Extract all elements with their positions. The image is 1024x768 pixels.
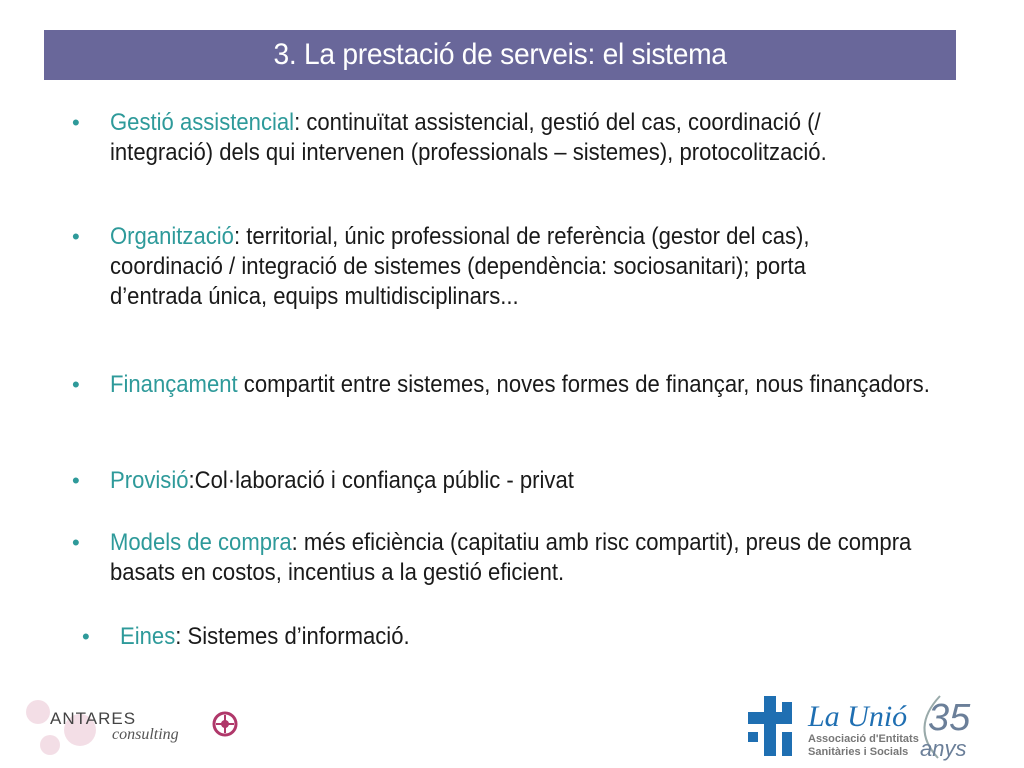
bullet-dot: • bbox=[82, 624, 90, 649]
bullet-dot: • bbox=[72, 468, 80, 493]
unio-name: La Unió bbox=[808, 700, 908, 733]
medical-cross-icon bbox=[748, 696, 792, 756]
bullet-dot: • bbox=[72, 224, 80, 249]
bullet-text bbox=[120, 622, 948, 652]
antares-sub: consulting bbox=[112, 726, 179, 743]
la-unio-logo bbox=[740, 688, 1020, 768]
bullet-keyword: Finançament bbox=[110, 371, 238, 398]
bullet-keyword: Organització bbox=[110, 223, 234, 250]
bullet-dot: • bbox=[72, 110, 80, 135]
bullet-keyword: Gestió assistencial bbox=[110, 109, 295, 136]
antares-emblem-icon bbox=[214, 713, 236, 735]
bullet-text bbox=[110, 222, 837, 312]
unio-line2: Sanitàries i Socials bbox=[808, 746, 909, 758]
bullet-text bbox=[110, 466, 938, 496]
bullet-body: : Sistemes d’informació. bbox=[175, 623, 410, 650]
title-bar bbox=[44, 30, 956, 80]
bullet-text bbox=[110, 528, 938, 588]
slide-title: 3. La prestació de serveis: el sistema bbox=[273, 38, 727, 71]
anniversary-label: anys bbox=[920, 736, 967, 761]
bullet-keyword: Eines bbox=[120, 623, 176, 650]
bullet-body: : territorial, únic professional de referència (gestor del cas), coordinació / integració de sistemes (dependència: sociosanitari); porta d’entrada única, equips multidisciplinars... bbox=[110, 223, 810, 310]
bullet-body: compartit entre sistemes, noves formes de finançar, nous finançadors. bbox=[237, 371, 930, 398]
antares-name: ANTARES bbox=[50, 709, 137, 728]
anniversary-years: 35 bbox=[928, 697, 971, 739]
antares-logo bbox=[20, 690, 260, 760]
bullet-text bbox=[110, 368, 938, 402]
bullet-dot: • bbox=[72, 372, 80, 397]
bullet-keyword: Models de compra bbox=[110, 529, 292, 556]
bullet-body: : continuïtat assistencial, gestió del cas, coordinació (/ integració) dels qui intervenen (professionals – sistemes), protocolització. bbox=[110, 109, 827, 166]
bullet-text bbox=[110, 108, 864, 168]
bullet-body: : més eficiència (capitatiu amb risc compartit), preus de compra basats en costos, incentius a la gestió eficient. bbox=[110, 529, 912, 586]
bullet-body: :Col·laboració i confiança públic - privat bbox=[188, 467, 574, 494]
unio-line1: Associació d'Entitats bbox=[808, 733, 919, 745]
bullet-keyword: Provisió bbox=[110, 467, 189, 494]
bullet-dot: • bbox=[72, 530, 80, 555]
